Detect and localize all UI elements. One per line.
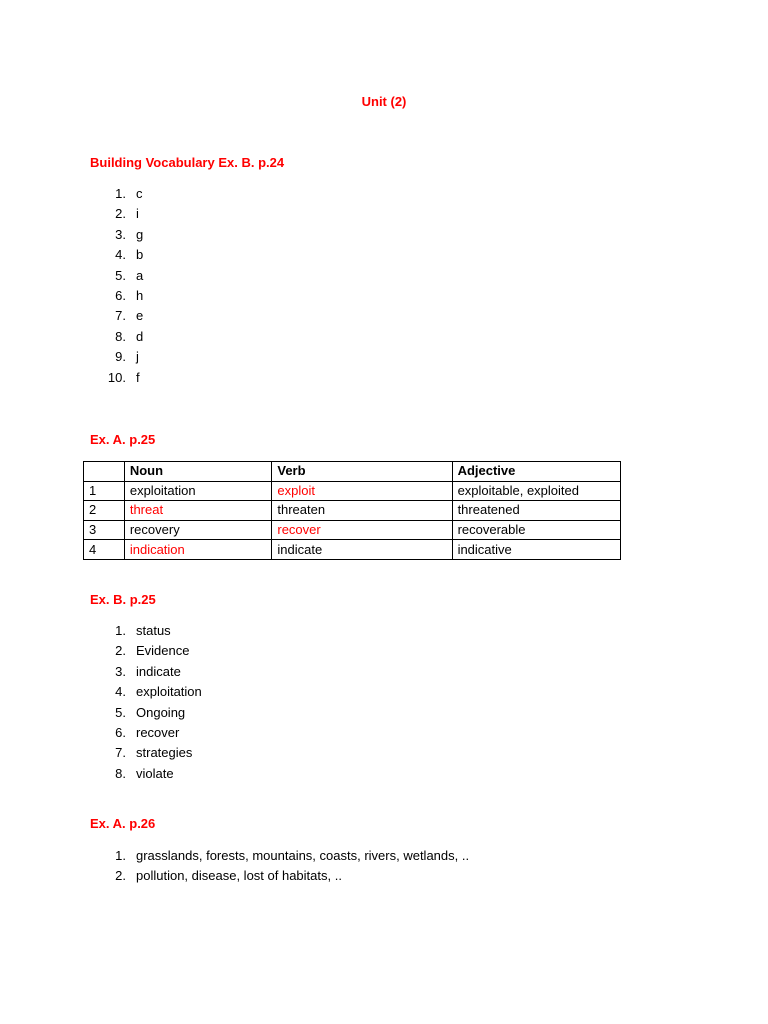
table-cell: exploitable, exploited <box>452 481 620 501</box>
list-item-number: 5. <box>115 704 126 720</box>
list-item <box>100 682 202 702</box>
list-item <box>100 286 143 306</box>
list-item-number: 4. <box>115 247 126 263</box>
list-item-number: 6. <box>115 724 126 740</box>
list-item-number: 1. <box>115 186 126 201</box>
word-forms-table <box>83 461 621 560</box>
list-item-number: 5. <box>115 267 126 283</box>
table-cell: recover <box>272 520 452 540</box>
table-row <box>84 481 621 501</box>
list-item-number: 9. <box>115 349 126 365</box>
list-item <box>100 703 202 723</box>
list-item-text: d <box>136 328 144 344</box>
list-item-number: 3. <box>115 226 126 242</box>
list-item-text: recover <box>136 724 180 740</box>
list-item-text: a <box>136 267 144 283</box>
section-heading-ex-b-p25: Ex. B. p.25 <box>90 592 156 607</box>
list-item-text: Ongoing <box>136 704 186 720</box>
list-item-text: exploitation <box>136 684 202 700</box>
list-item <box>100 743 202 763</box>
list-item-text: indicate <box>136 663 181 679</box>
list-item-text: i <box>136 206 139 222</box>
list-item-text: c <box>136 186 143 201</box>
table-cell: exploitation <box>124 481 272 501</box>
list-item-number: 2. <box>115 643 126 659</box>
list-item <box>100 723 202 743</box>
list-item <box>100 764 202 784</box>
list-item <box>100 327 143 347</box>
table-cell: threaten <box>272 501 452 521</box>
list-item <box>100 641 202 661</box>
list-item-text: pollution, disease, lost of habitats, .. <box>136 868 342 884</box>
page-title: Unit (2) <box>361 94 407 109</box>
table-cell: 4 <box>84 540 125 560</box>
table-cell: recovery <box>124 520 272 540</box>
list-item <box>100 662 202 682</box>
section-heading-ex-a-p26: Ex. A. p.26 <box>90 816 156 831</box>
table-cell: indication <box>124 540 272 560</box>
table-header-cell: Noun <box>124 462 272 482</box>
list-item-number: 7. <box>115 745 126 761</box>
list-item-text: g <box>136 226 144 242</box>
list-item-number: 1. <box>115 848 126 863</box>
list-item-number: 1. <box>115 623 126 638</box>
list-item-number: 10. <box>107 369 126 385</box>
list-item-text: e <box>136 308 144 324</box>
list-item <box>100 846 469 866</box>
list-item <box>100 266 143 286</box>
list-item-number: 8. <box>115 765 126 781</box>
list-item <box>100 184 143 204</box>
list-item-number: 6. <box>115 287 126 303</box>
list-item <box>100 204 143 224</box>
list-item-text: status <box>136 623 171 638</box>
list-item <box>100 245 143 265</box>
list-item-text: b <box>136 247 144 263</box>
list-item-number: 3. <box>115 663 126 679</box>
answer-list-vocabulary <box>100 184 143 388</box>
list-item <box>100 306 143 326</box>
list-item-number: 8. <box>115 328 126 344</box>
section-heading-building-vocabulary: Building Vocabulary Ex. B. p.24 <box>90 155 285 170</box>
list-item <box>100 368 143 388</box>
list-item <box>100 347 143 367</box>
list-item-text: strategies <box>136 745 193 761</box>
section-heading-ex-a-p25: Ex. A. p.25 <box>90 432 156 447</box>
list-item <box>100 225 143 245</box>
answer-list-ex-b <box>100 621 202 784</box>
table-header-cell <box>84 462 125 482</box>
table-row <box>84 540 621 560</box>
list-item-number: 2. <box>115 868 126 884</box>
table-cell: threatened <box>452 501 620 521</box>
table-cell: 2 <box>84 501 125 521</box>
list-item-number: 2. <box>115 206 126 222</box>
list-item-number: 4. <box>115 684 126 700</box>
table-row <box>84 501 621 521</box>
list-item-text: Evidence <box>136 643 190 659</box>
list-item <box>100 866 469 886</box>
list-item-text: j <box>136 349 139 365</box>
list-item-text: grasslands, forests, mountains, coasts, rivers, wetlands, .. <box>136 848 470 863</box>
list-item-number: 7. <box>115 308 126 324</box>
list-item <box>100 621 202 641</box>
answer-list-ex-a-p26 <box>100 846 469 887</box>
table-cell: 3 <box>84 520 125 540</box>
table-cell: threat <box>124 501 272 521</box>
table-cell: recoverable <box>452 520 620 540</box>
list-item-text: f <box>136 369 140 385</box>
table-header-cell: Adjective <box>452 462 620 482</box>
table-header-row <box>84 462 621 482</box>
list-item-text: h <box>136 287 144 303</box>
list-item-text: violate <box>136 765 174 781</box>
table-cell: 1 <box>84 481 125 501</box>
table-cell: indicate <box>272 540 452 560</box>
table-row <box>84 520 621 540</box>
table-body <box>84 481 621 559</box>
table-cell: indicative <box>452 540 620 560</box>
table-cell: exploit <box>272 481 452 501</box>
table-header-cell: Verb <box>272 462 452 482</box>
